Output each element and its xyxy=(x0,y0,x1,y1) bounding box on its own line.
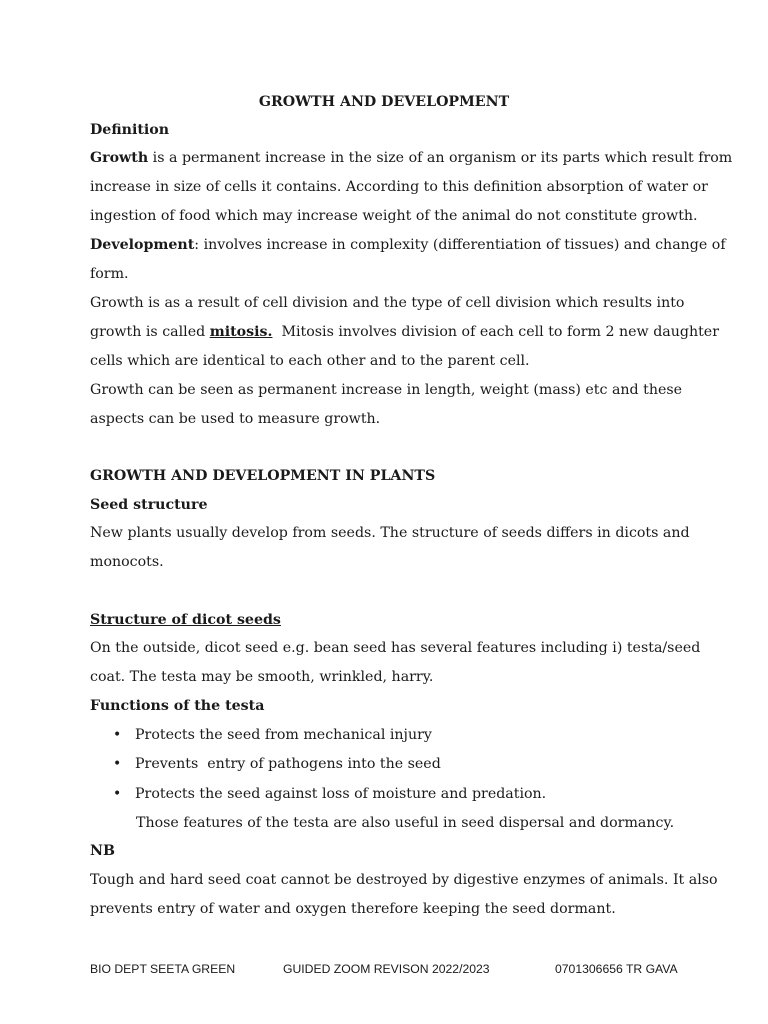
list-item: • Prevents entry of pathogens into the seed xyxy=(113,756,441,772)
division-paragraph-line-3: cells which are identical to each other and to the parent cell. xyxy=(90,353,530,369)
footer-left: BIO DEPT SEETA GREEN xyxy=(90,962,236,976)
division-line-2-pre: growth is called xyxy=(90,324,210,340)
list-item: • Protects the seed against loss of moisture and predation. xyxy=(113,786,547,802)
growth-paragraph-line-3: ingestion of food which may increase weight of the animal do not constitute growth. xyxy=(90,208,698,224)
dicot-paragraph-line-2: coat. The testa may be smooth, wrinkled, harry. xyxy=(90,669,434,685)
definition-heading: Definition xyxy=(90,122,170,138)
development-term: Development xyxy=(90,237,195,253)
mitosis-term: mitosis. xyxy=(209,324,273,340)
bullet-icon: • xyxy=(113,756,122,772)
measure-paragraph-line-1: Growth can be seen as permanent increase in length, weight (mass) etc and these xyxy=(90,382,683,398)
footer-center: GUIDED ZOOM REVISON 2022/2023 xyxy=(283,962,490,976)
development-line-1-text: : involves increase in complexity (differentiation of tissues) and change of xyxy=(194,237,726,253)
footer-right: 0701306656 TR GAVA xyxy=(555,962,678,976)
list-item: • Protects the seed from mechanical injury xyxy=(113,727,432,743)
testa-note: Those features of the testa are also useful in seed dispersal and dormancy. xyxy=(136,815,675,831)
bullet-icon: • xyxy=(113,727,122,743)
development-paragraph-line-2: form. xyxy=(90,266,129,282)
growth-term: Growth xyxy=(90,150,149,166)
nb-paragraph-line-1: Tough and hard seed coat cannot be destroyed by digestive enzymes of animals. It also xyxy=(90,872,718,888)
growth-paragraph-line-2: increase in size of cells it contains. According to this definition absorption of water or xyxy=(90,179,708,195)
development-paragraph-line-1 xyxy=(90,235,726,255)
growth-paragraph-line-1 xyxy=(90,148,733,168)
dicot-seeds-heading: Structure of dicot seeds xyxy=(90,612,281,628)
seed-structure-heading: Seed structure xyxy=(90,497,208,513)
division-paragraph-line-1: Growth is as a result of cell division and the type of cell division which results into xyxy=(90,295,685,311)
seed-paragraph-line-2: monocots. xyxy=(90,554,164,570)
measure-paragraph-line-2: aspects can be used to measure growth. xyxy=(90,411,381,427)
division-paragraph-line-2 xyxy=(90,322,719,342)
testa-functions-heading: Functions of the testa xyxy=(90,698,265,714)
dicot-paragraph-line-1: On the outside, dicot seed e.g. bean seed has several features including i) testa/seed xyxy=(90,640,701,656)
seed-paragraph-line-1: New plants usually develop from seeds. The structure of seeds differs in dicots and xyxy=(90,525,690,541)
nb-heading: NB xyxy=(90,843,115,859)
division-line-2-post: Mitosis involves division of each cell to form 2 new daughter xyxy=(272,324,719,340)
growth-line-1-text: is a permanent increase in the size of an organism or its parts which result from xyxy=(148,150,733,166)
bullet-icon: • xyxy=(113,786,122,802)
page-title: GROWTH AND DEVELOPMENT xyxy=(258,94,510,110)
nb-paragraph-line-2: prevents entry of water and oxygen therefore keeping the seed dormant. xyxy=(90,901,616,917)
plants-section-heading: GROWTH AND DEVELOPMENT IN PLANTS xyxy=(90,468,436,484)
